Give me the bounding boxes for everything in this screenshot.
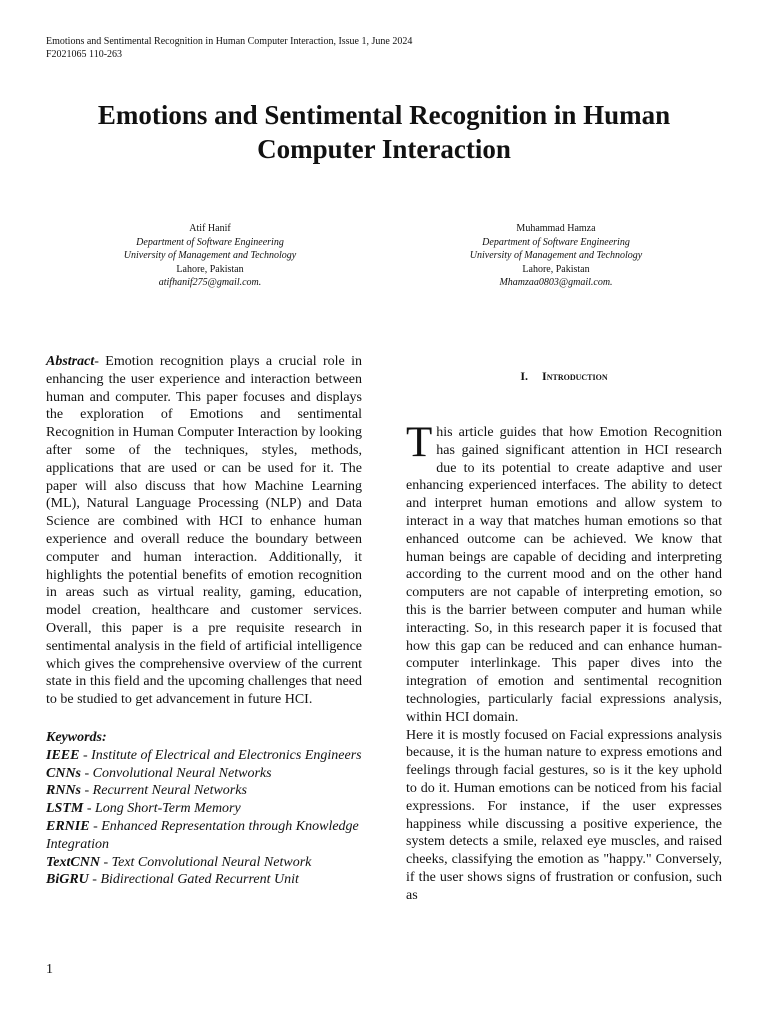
author-block-1 xyxy=(60,222,360,290)
section-number: I. xyxy=(520,369,529,383)
keyword-item xyxy=(46,747,362,765)
intro-paragraph-2: Here it is mostly focused on Facial expressions analysis because, it is the human nature to express emotions and feelings through facial gestures, so is it the key uphold to do it. Human emotions can be noticed from his facial expressions. For instance, if the user expresses happiness while discussing a positive experience, the system detects a smile, relaxed eye muscles, and raised cheeks, classifying the emotion as "happy." Conversely, if the user shows signs of frustration or confusion, such as xyxy=(406,727,722,903)
author-university: University of Management and Technology xyxy=(123,250,297,261)
keyword-definition: - Convolutional Neural Networks xyxy=(81,765,272,781)
abstract xyxy=(46,353,362,709)
author-block-2 xyxy=(406,222,706,290)
right-column xyxy=(406,368,722,905)
keyword-item xyxy=(46,818,362,854)
author-location: Lahore, Pakistan xyxy=(176,263,244,275)
author-department: Department of Software Engineering xyxy=(482,236,630,248)
author-email: Mhamzaa0803@gmail.com. xyxy=(499,277,613,288)
keyword-term: ERNIE xyxy=(46,818,90,834)
keyword-definition: - Institute of Electrical and Electronics Engineers xyxy=(79,747,362,763)
keyword-term: CNNs xyxy=(46,765,82,781)
keyword-definition: - Recurrent Neural Networks xyxy=(81,783,247,799)
keyword-term: IEEE xyxy=(46,747,80,763)
left-column xyxy=(46,353,362,889)
intro-paragraph-1 xyxy=(406,419,722,727)
keyword-term: RNNs xyxy=(46,783,82,799)
section-title: Introduction xyxy=(542,369,608,383)
paper-title-line-2: Computer Interaction xyxy=(257,134,511,164)
author-name: Atif Hanif xyxy=(189,223,231,234)
page-number: 1 xyxy=(46,962,53,977)
keywords-heading: Keywords: xyxy=(46,729,107,745)
keyword-definition: - Text Convolutional Neural Network xyxy=(99,854,312,870)
author-university: University of Management and Technology xyxy=(469,250,643,261)
running-header-id: F2021065 110-263 xyxy=(46,49,123,60)
keyword-definition: - Bidirectional Gated Recurrent Unit xyxy=(88,872,299,888)
keyword-term: LSTM xyxy=(46,801,84,817)
keyword-definition: - Long Short-Term Memory xyxy=(83,801,241,817)
keyword-item xyxy=(46,854,362,872)
author-email: atifhanif275@gmail.com. xyxy=(158,277,262,288)
keyword-term: TextCNN xyxy=(46,854,100,870)
section-heading xyxy=(406,368,722,384)
keyword-definition: - Enhanced Representation through Knowledge Integration xyxy=(46,818,359,852)
author-department: Department of Software Engineering xyxy=(136,236,284,248)
running-header-title: Emotions and Sentimental Recognition in Human Computer Interaction, Issue 1, June 2024 xyxy=(46,36,413,47)
paper-title-line-1: Emotions and Sentimental Recognition in Human xyxy=(97,100,671,130)
drop-cap: T xyxy=(406,419,433,466)
running-header xyxy=(46,35,412,61)
author-location: Lahore, Pakistan xyxy=(522,263,590,275)
intro-paragraph-1-text: his article guides that how Emotion Recognition has gained significant attention in HCI research due to its potential to create adaptive and user enhancing experienced interfaces. The ability to detect and interpret human emotions and allow system to interact in a way that matches human emotions so that enhanced outcome can be achieved. We know that human beings are capable of deciding and interpreting according to the current mood and on the other hand computers are not capable of interpreting emotion, so this is the barrier between computer and human while interacting. So, in this research paper it is focused that how this gap can be reduced and can enhance human-computer interlinkage. This paper dives into the integration of emotion and sentimental recognition technologies, particularly facial expressions analysis, within HCI domain. xyxy=(406,425,722,725)
keyword-item xyxy=(46,765,362,783)
keyword-item xyxy=(46,782,362,800)
keyword-item xyxy=(46,871,362,889)
abstract-body: - Emotion recognition plays a crucial role in enhancing the user experience and interaction between human and computer. This paper focuses and displays the exploration of Emotions and sentimental Recognition in Human Computer Interaction by looking after some of the techniques, styles, methods, applications that are used or can be used for it. The paper will also discuss that how Machine Learning (ML), Natural Language Processing (NLP) and Data Science are combined with HCI to enhance human experience and overall reduce the boundary between computer and human interaction. Additionally, it highlights the potential benefits of emotion recognition in areas such as virtual reality, gaming, education, model creation, healthcare and customer services. Overall, this paper is a pre requisite research in sentimental analysis in the field of artificial intelligence which gives the comprehensive overview of the current state in this field and the upcoming challenges that need to be studied to get advancement in future HCI. xyxy=(46,354,362,708)
author-name: Muhammad Hamza xyxy=(516,223,596,234)
paper-title xyxy=(60,98,708,166)
abstract-label: Abstract xyxy=(46,354,95,369)
keyword-item xyxy=(46,800,362,818)
keyword-term: BiGRU xyxy=(46,872,89,888)
